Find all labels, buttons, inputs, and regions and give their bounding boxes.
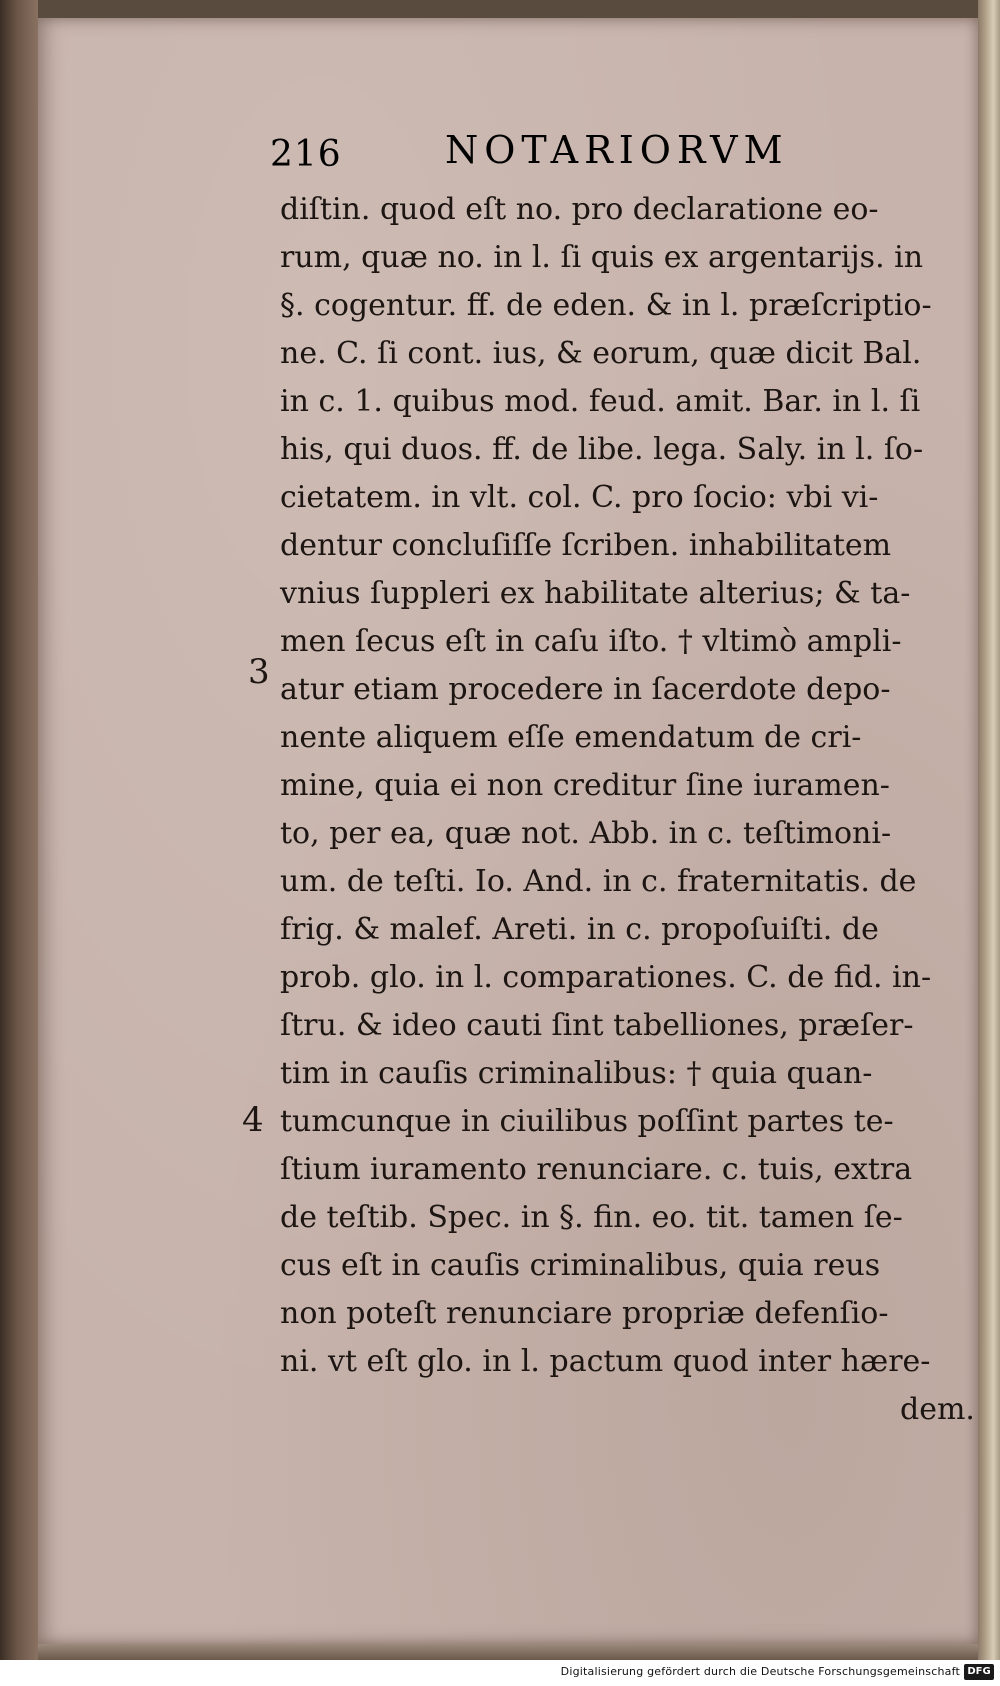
text-line: um. de teſti. Io. And. in c. fraternitatis. de [280, 864, 917, 899]
digitization-footer [0, 1660, 1000, 1686]
page-number: 216 [270, 134, 342, 175]
text-line: ni. vt eſt glo. in l. pactum quod inter hære- [280, 1344, 931, 1379]
running-head: NOTARIORVM [445, 128, 789, 172]
margin-note-number: 3 [248, 652, 270, 692]
text-line: cus eſt in cauſis criminalibus, quia reus [280, 1248, 881, 1283]
footer-credit: Digitalisierung gefördert durch die Deutsche Forschungsgemeinschaft [560, 1665, 960, 1678]
text-line: nente aliquem eſſe emendatum de cri- [280, 720, 862, 755]
dfg-logo: DFG [964, 1664, 994, 1680]
text-line: rum, quæ no. in l. ſi quis ex argentarijs. in [280, 240, 924, 275]
text-line: in c. 1. quibus mod. feud. amit. Bar. in l. ſi [280, 384, 921, 419]
text-line: frig. & malef. Areti. in c. propoſuiſti. de [280, 912, 879, 947]
text-line-catchword: dem. [900, 1392, 975, 1427]
book-page-bottom-edge [38, 1644, 978, 1660]
book-cover-right-edge [978, 0, 1000, 1660]
text-line: de teſtib. Spec. in §. fin. eo. tit. tamen ſe- [280, 1200, 903, 1235]
text-line: ne. C. ſi cont. ius, & eorum, quæ dicit Bal. [280, 336, 922, 371]
text-line: tumcunque in ciuilibus poſſint partes te- [280, 1104, 894, 1139]
margin-note-number: 4 [242, 1100, 264, 1140]
page-header [270, 128, 990, 184]
text-line: non poteſt renunciare propriæ defenſio- [280, 1296, 889, 1331]
text-line: prob. glo. in l. comparationes. C. de fid. in- [280, 960, 932, 995]
text-line: to, per ea, quæ not. Abb. in c. teſtimoni- [280, 816, 892, 851]
book-cover-left-edge [0, 0, 38, 1660]
text-line: ſtium iuramento renunciare. c. tuis, extra [280, 1152, 913, 1187]
text-line: ſtru. & ideo cauti ſint tabelliones, præſer- [280, 1008, 914, 1043]
text-line: vnius ſuppleri ex habilitate alterius; & ta- [280, 576, 911, 611]
text-line: dentur concluſiſſe ſcriben. inhabilitatem [280, 528, 892, 563]
text-line: atur etiam procedere in ſacerdote depo- [280, 672, 891, 707]
text-line: diſtin. quod eſt no. pro declaratione eo- [280, 192, 879, 227]
text-line: men ſecus eſt in caſu iſto. † vltimò ampli- [280, 624, 902, 659]
text-line: tim in cauſis criminalibus: † quia quan- [280, 1056, 873, 1091]
text-line: mine, quia ei non creditur ſine iuramen- [280, 768, 890, 803]
text-line: cietatem. in vlt. col. C. pro ſocio: vbi vi- [280, 480, 879, 515]
text-line: §. cogentur. ff. de eden. & in l. præſcriptio- [280, 288, 932, 323]
text-line: his, qui duos. ff. de libe. lega. Saly. in l. ſo- [280, 432, 924, 467]
